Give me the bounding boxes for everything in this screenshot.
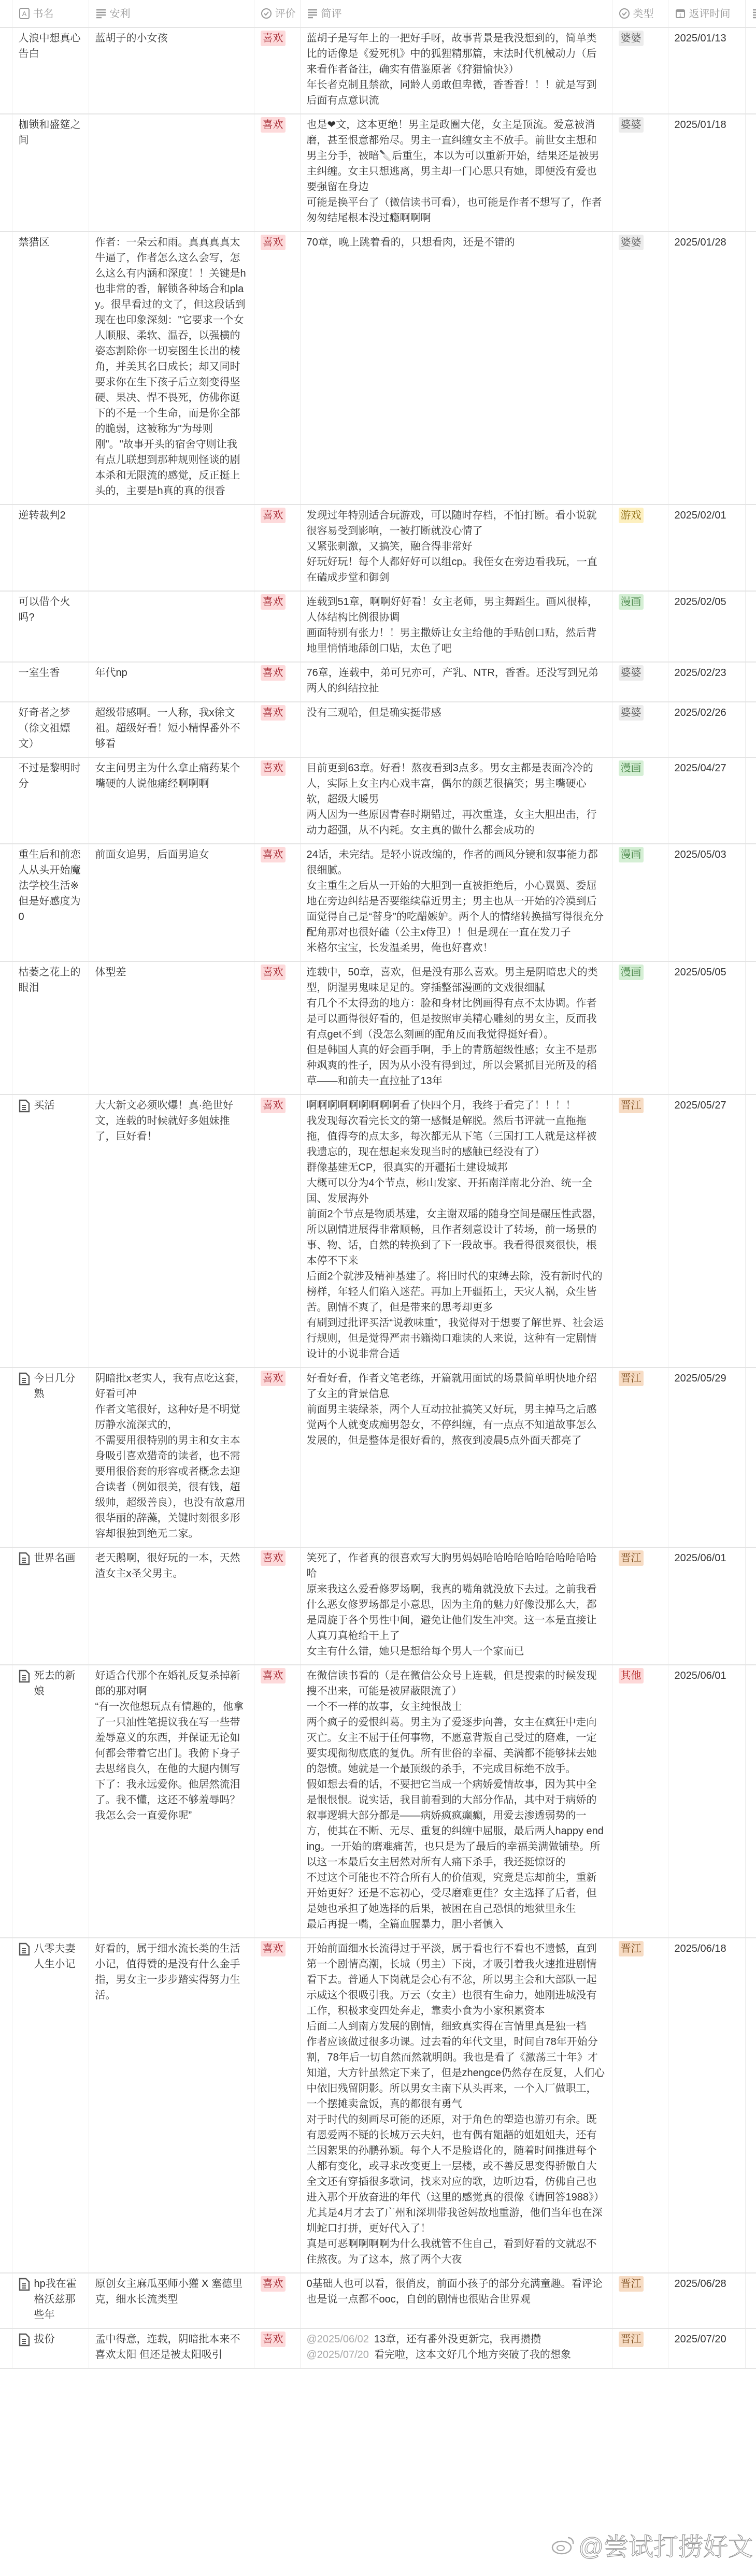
cell-date[interactable] (668, 1938, 745, 2273)
review-text: 0基础人也可以看，很俏皮，前面小孩子的部分充满童趣。看评论也是说一点都不ooc，自创的剧情也很贴合世界观 (306, 2278, 603, 2305)
book-title: 拔份 (34, 2334, 55, 2345)
cell-rating[interactable] (254, 1368, 300, 1547)
cell-title[interactable] (12, 505, 89, 591)
row-gutter-header (0, 0, 12, 27)
table-row[interactable] (0, 1938, 756, 2273)
review-date: 2025/02/23 (674, 667, 726, 679)
review-date: 2025/05/29 (674, 1373, 726, 1384)
cell-rating[interactable] (254, 2273, 300, 2328)
cell-date[interactable] (668, 844, 745, 961)
cell-recommend[interactable] (89, 757, 254, 844)
rating-tag: 喜欢 (261, 1941, 286, 1956)
recommend-text: 蓝胡子的小女孩 (95, 33, 168, 44)
column-header-title-label: 书名 (33, 8, 54, 20)
cell-review[interactable] (300, 844, 612, 961)
cell-rating[interactable] (254, 702, 300, 757)
review-text: 目前更到63章。好看！熬夜看到3点多。男女主都是表面冷冷的人，实际上女主内心戏丰富，偶尔的颜艺很搞笑；男主嘴硬心软，超级大暖男 两人因为一些原因青春时期错过，再次重逢，女主大胆出击，行动力超强，从不内耗。女主真的做什么都会成功的 (306, 762, 597, 836)
review-text: 76章，连载中，弟可兄亦可，产乳、NTR，香香。还没写到兄弟两人的纠结拉扯 (306, 667, 598, 694)
table-row[interactable] (0, 232, 756, 505)
book-title: 人浪中想真心告白 (18, 33, 81, 60)
cell-type[interactable] (612, 1095, 668, 1368)
cell-recommend[interactable] (89, 591, 254, 662)
book-title: 禁猎区 (18, 237, 50, 248)
cell-review[interactable] (300, 1665, 612, 1938)
cell-title[interactable] (12, 1547, 89, 1665)
review-text: 在微信读书看的（是在微信公众号上连载，但是搜索的时候发现搜不出来，可能是被屏蔽限流了） 一个不一样的故事，女主纯恨战士 两个疯子的爱恨纠葛。男主为了爱逐步向善，女主在疯狂中走向灭亡。女主不屈于任何事物，不愿意背叛自己受过的磨难，一定要实现彻彻底底的复仇。所有世俗的幸福、美满都不能够抹去她的怨愤。她就是一个最顶级的杀手，不完成目标绝不放手。 假如想去看的话，不要把它当成一个病娇爱情故事，因为其中全是恨恨恨。说实话，我目前看到的大部分作品，其中对于病娇的叙事逻辑大部分都是——病娇疯疯癫癫，用爱去渗透弱势的一方，使其在不断、无尽、重复的纠缠中屈服，最后两人happy ending。一开始的磨难痛苦，也只是为了最后的幸福美满做铺垫。所以这一本最后女主居然对所有人痛下杀手，我还挺惊讶的 不过这个可能也不符合所有人的价值观，究竟是忘却前尘，重新开始更好？还是不忘初心，受尽磨难更佳？女主选择了后者，但是她也承担了她选择的后果，被困在自己恐惧的地狱里永生 最后再提一嘴，全篇血腥暴力，胆小者慎入 (306, 1670, 604, 1930)
review-date: 2025/06/18 (674, 1943, 726, 1954)
cell-title[interactable] (12, 844, 89, 961)
cell-rating[interactable] (254, 961, 300, 1095)
cell-title[interactable] (12, 1095, 89, 1368)
rating-tag: 喜欢 (261, 2276, 286, 2292)
rating-tag: 喜欢 (261, 1098, 286, 1113)
column-header-type-label: 类型 (633, 8, 654, 20)
book-title: 八零夫妻人生小记 (34, 1943, 76, 1970)
cell-extra[interactable] (745, 1095, 756, 1368)
type-tag: 漫画 (619, 594, 644, 610)
type-tag: 游戏 (619, 508, 644, 523)
cell-review[interactable] (300, 2328, 612, 2368)
cell-title[interactable] (12, 961, 89, 1095)
recommend-text: 前面女追男，后面男追女 (95, 849, 209, 860)
rating-tag: 喜欢 (261, 965, 286, 980)
document-icon (19, 1552, 30, 1565)
table-row[interactable] (0, 2273, 756, 2328)
cell-extra[interactable] (745, 2273, 756, 2328)
row-gutter[interactable] (0, 505, 12, 591)
cell-recommend[interactable] (89, 2328, 254, 2368)
cell-title[interactable] (12, 591, 89, 662)
review-text: 笑死了，作者真的很喜欢写大胸男妈妈哈哈哈哈哈哈哈哈哈哈哈哈 原来我这么爱看修罗场啊，我真的嘴角就没放下去过。之前我看什么恶女修罗场都是小意思，因为主角的魅力好像没那么大，都是周旋于各个男性中间，避免让他们发生冲突。这一本是直接让人真刀真枪给干上了 女主有什么错，她只是想给每个男人一个家而已 (306, 1552, 597, 1657)
type-tag: 晋江 (619, 1941, 644, 1956)
review-text: 好看好看，作者文笔老练，开篇就用面试的场景简单明快地介绍了女主的背景信息 前面男主装绿茶，两个人互动拉扯搞笑又好玩，男主掉马之后感觉两个人就变成痴男怨女，不停纠缠，有一点点不知道故事怎么发展的，但是整体是很好看的，熬夜到凌晨5点外面天都亮了 (306, 1373, 597, 1446)
cell-title[interactable] (12, 1368, 89, 1547)
table-row[interactable] (0, 1665, 756, 1938)
table-row[interactable] (0, 844, 756, 961)
recommend-text: 年代np (95, 667, 127, 679)
type-tag: 漫画 (619, 847, 644, 862)
review-date: 2025/06/01 (674, 1552, 726, 1564)
cell-type[interactable] (612, 961, 668, 1095)
review-date: 2025/07/20 (674, 2334, 726, 2345)
recommend-text: 超级带感啊。一人称，我x徐文祖。超级好看！短小精悍番外不够看 (95, 707, 240, 750)
cell-type[interactable] (612, 591, 668, 662)
cell-recommend[interactable] (89, 2273, 254, 2328)
review-date: 2025/01/18 (674, 119, 726, 131)
review-entry-text: 13章，还有番外没更新完，我再攒攒 (374, 2334, 541, 2345)
rating-tag: 喜欢 (261, 1371, 286, 1386)
cell-review[interactable] (300, 2273, 612, 2328)
table-row[interactable] (0, 591, 756, 662)
book-title: 可以借个火吗? (18, 596, 70, 623)
cell-extra[interactable] (745, 702, 756, 757)
cell-title[interactable] (12, 27, 89, 114)
document-icon (19, 1670, 30, 1683)
rating-tag: 喜欢 (261, 760, 286, 776)
cell-extra[interactable] (745, 1938, 756, 2273)
cell-rating[interactable] (254, 1665, 300, 1938)
cell-type[interactable] (612, 114, 668, 232)
book-title: 枷锁和盛筵之间 (18, 119, 81, 146)
svg-text:1: 1 (679, 13, 681, 18)
cell-extra[interactable] (745, 1665, 756, 1938)
book-title: 买活 (34, 1100, 55, 1111)
cell-extra[interactable] (745, 2328, 756, 2368)
type-tag: 漫画 (619, 965, 644, 980)
calendar-icon (675, 8, 686, 19)
recommend-text: 老天鹅啊，很好玩的一本，天然渣女主x圣父男主。 (95, 1552, 240, 1579)
cell-rating[interactable] (254, 2328, 300, 2368)
document-icon (19, 1372, 30, 1386)
watermark-text: @尝试打捞好文 (578, 2534, 753, 2561)
review-date: 2025/01/13 (674, 33, 726, 44)
review-text: 24话，未完结。是轻小说改编的，作者的画风分镜和叙事能力都很细腻。 女主重生之后从一开始的大胆到一直被拒绝后，小心翼翼、委屈地在旁边纠结是否要继续靠近男主；男主也从一开始的冷漠到后面觉得自己是“替身”的吃醋嫉妒。两个人的情绪转换描写得很充分 配角那对也很好磕（公主x侍卫）！但是现在一直在发刀子 米格尔宝宝，长发温柔男，俺也好喜欢！ (306, 849, 604, 954)
cell-review[interactable] (300, 591, 612, 662)
cell-type[interactable] (612, 757, 668, 844)
cell-date[interactable] (668, 662, 745, 702)
recommend-text: 好看的，属于细水流长类的生活小记，值得赞的是没有什么金手指，男女主一步步踏实得努力生活。 (95, 1943, 240, 2001)
cell-recommend[interactable] (89, 662, 254, 702)
cell-rating[interactable] (254, 757, 300, 844)
cell-type[interactable] (612, 505, 668, 591)
row-gutter[interactable] (0, 1095, 12, 1368)
book-title: 死去的新娘 (34, 1670, 76, 1697)
table-row[interactable] (0, 505, 756, 591)
weibo-watermark (551, 2527, 753, 2563)
table-row[interactable] (0, 27, 756, 114)
column-header-title[interactable] (12, 0, 89, 27)
column-header-review-label: 简评 (321, 8, 342, 20)
document-icon (19, 2278, 30, 2291)
table-row[interactable] (0, 1095, 756, 1368)
review-date: 2025/06/28 (674, 2278, 726, 2290)
cell-date[interactable] (668, 1368, 745, 1547)
long-text-icon (307, 8, 318, 19)
cell-date[interactable] (668, 1665, 745, 1938)
rating-tag: 喜欢 (261, 508, 286, 523)
cell-extra[interactable] (745, 757, 756, 844)
recommend-text: 原创女主麻瓜巫师小獾 X 塞德里克，细水长流类型 (95, 2278, 243, 2305)
rating-tag: 喜欢 (261, 594, 286, 610)
row-gutter[interactable] (0, 844, 12, 961)
cell-extra[interactable] (745, 27, 756, 114)
cell-rating[interactable] (254, 1547, 300, 1665)
rating-tag: 喜欢 (261, 665, 286, 681)
document-icon (19, 1942, 30, 1956)
cell-date[interactable] (668, 2328, 745, 2368)
review-date: 2025/05/27 (674, 1100, 726, 1111)
cell-recommend[interactable] (89, 232, 254, 505)
review-text: 连载到51章，啊啊好好看！女主老师，男主舞蹈生。画风很棒，人体结构比例很协调 画面特别有张力！！男主撒娇让女主给他的手贴创口贴，然后背地里悄悄地舔创口贴，太色了吧 (306, 596, 598, 654)
cell-recommend[interactable] (89, 702, 254, 757)
column-header-type[interactable] (612, 0, 668, 27)
document-icon (19, 2333, 30, 2347)
type-tag: 晋江 (619, 2276, 644, 2292)
column-header-rating[interactable] (254, 0, 300, 27)
rating-tag: 喜欢 (261, 1550, 286, 1566)
cell-rating[interactable] (254, 844, 300, 961)
cell-date[interactable] (668, 232, 745, 505)
cell-type[interactable] (612, 844, 668, 961)
book-title: 枯萎之花上的眼泪 (18, 967, 81, 994)
cell-extra[interactable] (745, 505, 756, 591)
text-field-icon (19, 8, 30, 19)
column-header-rating-label: 评价 (275, 8, 296, 20)
cell-review[interactable] (300, 1095, 612, 1368)
weibo-logo-icon (551, 2535, 575, 2555)
cell-title[interactable] (12, 1665, 89, 1938)
cell-date[interactable] (668, 27, 745, 114)
row-gutter[interactable] (0, 702, 12, 757)
row-gutter[interactable] (0, 2328, 12, 2368)
cell-recommend[interactable] (89, 1368, 254, 1547)
column-header-date-label: 返评时间 (689, 8, 731, 20)
type-tag: 婆婆 (619, 235, 644, 250)
row-gutter[interactable] (0, 961, 12, 1095)
rating-tag: 喜欢 (261, 117, 286, 133)
type-tag: 晋江 (619, 1371, 644, 1386)
review-date: 2025/01/28 (674, 237, 726, 248)
book-title: 不过是黎明时分 (18, 762, 81, 789)
review-text: 连载中，50章，喜欢，但是没有那么喜欢。男主是阴暗忠犬的类型，阴湿男鬼味足足的。穿插整部漫画的文戏很细腻 有几个不太得劲的地方：脸和身材比例画得有点不太协调。作者是可以画得很好看的，但是按照审美精心雕刻的男女主，反而我有点get不到（没怎么刻画的配角反而我觉得挺好看）。 但是韩国人真的好会画手啊，手上的青筋超级性感；女主不是那种飒爽的性子，因为从小没有得到过，所以会紧抓目光所及的稻草——和前夫一直拉扯了13年 (306, 967, 598, 1087)
book-title: 逆转裁判2 (18, 510, 66, 521)
table-row[interactable] (0, 961, 756, 1095)
recommend-text: 大大新文必须吹爆！真·绝世好文，连载的时候就好多姐妹推了，巨好看！ (95, 1100, 234, 1142)
book-title: 今日几分熟 (34, 1373, 76, 1400)
cell-date[interactable] (668, 1547, 745, 1665)
cell-recommend[interactable] (89, 844, 254, 961)
row-gutter[interactable] (0, 232, 12, 505)
cell-rating[interactable] (254, 662, 300, 702)
cell-review[interactable] (300, 1547, 612, 1665)
cell-recommend[interactable] (89, 114, 254, 232)
book-title: 世界名画 (34, 1552, 76, 1564)
review-text: 也是❤文，这本更绝！男主是政圈大佬，女主是顶流。爱意被消磨，甚至恨意都殆尽。男主一直纠缠女主不放手。前世女主想和男主分手，被暗🔪后重生，本以为可以重新开始，结果还是被男主纠缠。女主只想逃离，男主却一门心思只有她，即便没有爱也要强留在身边 可能是换平台了（微信读书可看），也可能是作者不想写了，作者匆匆结尾根本没过瘾啊啊啊 (306, 119, 602, 224)
cell-recommend[interactable] (89, 1095, 254, 1368)
table-row[interactable] (0, 1547, 756, 1665)
single-select-icon (261, 8, 272, 19)
cell-rating[interactable] (254, 1095, 300, 1368)
column-header-recommend-label: 安利 (109, 8, 131, 20)
row-gutter[interactable] (0, 1547, 12, 1665)
book-title: 好奇者之梦（徐文祖嫖文） (18, 707, 70, 750)
review-date: 2025/02/26 (674, 707, 726, 718)
column-header-more[interactable] (745, 0, 756, 27)
single-select-icon (619, 8, 630, 19)
cell-review[interactable] (300, 505, 612, 591)
row-gutter[interactable] (0, 27, 12, 114)
rating-tag: 喜欢 (261, 235, 286, 250)
type-tag: 其他 (619, 1668, 644, 1683)
book-title: 重生后和前恋人从头开始魔法学校生活※但是好感度为0 (18, 849, 81, 923)
recommend-text: 好适合代那个在婚礼反复杀掉新郎的那对啊 “有一次他想玩点有情趣的，他拿了一只油性笔提议我在写一些带羞辱意义的东西，并保证无论如何都会带着它出门。我俯下身子去思绪良久，在他的大腿内侧写下了：我永远爱你。他居然流泪了。我不懂，这还不够羞辱吗？我怎么会一直爱你呢” (95, 1670, 244, 1821)
cell-date[interactable] (668, 757, 745, 844)
row-gutter[interactable] (0, 757, 12, 844)
svg-text:A: A (22, 10, 26, 18)
cell-rating[interactable] (254, 114, 300, 232)
review-text: 发现过年特别适合玩游戏，可以随时存档，不怕打断。看小说就很容易受到影响，一被打断就没心情了 又紧张刺激，又搞笑，融合得非常好 好玩好玩！每个人都好好可以组cp。我侄女在旁边看我玩，一直在磕成步堂和御剑 (306, 510, 597, 583)
book-title: hp我在霍格沃兹那些年 (34, 2278, 77, 2321)
cell-rating[interactable] (254, 1938, 300, 2273)
cell-date[interactable] (668, 591, 745, 662)
cell-review[interactable] (300, 1368, 612, 1547)
cell-review[interactable] (300, 662, 612, 702)
review-entry-date: @2025/07/20 (306, 2349, 369, 2361)
cell-extra[interactable] (745, 662, 756, 702)
cell-extra[interactable] (745, 1368, 756, 1547)
review-entry (307, 2332, 606, 2347)
type-tag: 晋江 (619, 1098, 644, 1113)
cell-review[interactable] (300, 961, 612, 1095)
type-tag: 晋江 (619, 2332, 644, 2347)
cell-recommend[interactable] (89, 961, 254, 1095)
type-tag: 婆婆 (619, 665, 644, 681)
rating-tag: 喜欢 (261, 2332, 286, 2347)
column-header-review[interactable] (300, 0, 612, 27)
cell-recommend[interactable] (89, 27, 254, 114)
cell-rating[interactable] (254, 591, 300, 662)
cell-type[interactable] (612, 27, 668, 114)
row-gutter[interactable] (0, 1368, 12, 1547)
row-gutter[interactable] (0, 114, 12, 232)
row-gutter[interactable] (0, 591, 12, 662)
cell-title[interactable] (12, 114, 89, 232)
review-date: 2025/02/05 (674, 596, 726, 608)
cell-review[interactable] (300, 27, 612, 114)
cell-recommend[interactable] (89, 1665, 254, 1938)
cell-recommend[interactable] (89, 1547, 254, 1665)
recommend-text: 女主问男主为什么拿止痛药某个嘴硬的人说他痛经啊啊啊 (95, 762, 240, 789)
review-entry-date: @2025/06/02 (306, 2334, 369, 2345)
row-gutter[interactable] (0, 2273, 12, 2328)
cell-title[interactable] (12, 2273, 89, 2328)
rating-tag: 喜欢 (261, 847, 286, 862)
long-text-icon (95, 8, 107, 19)
cell-type[interactable] (612, 2273, 668, 2328)
table-row[interactable] (0, 2328, 756, 2368)
cell-rating[interactable] (254, 505, 300, 591)
cell-title[interactable] (12, 757, 89, 844)
cell-type[interactable] (612, 1665, 668, 1938)
cell-extra[interactable] (745, 1547, 756, 1665)
cell-type[interactable] (612, 2328, 668, 2368)
cell-date[interactable] (668, 2273, 745, 2328)
cell-type[interactable] (612, 1368, 668, 1547)
review-text: 蓝胡子是写年上的一把好手呀，故事背景是我没想到的，简单类比的话像是《爱死机》中的狐狸精那篇，末法时代机械动力（后来看作者备注，确实有借鉴原著《狩猎愉快》） 年长者克制且禁欲，同龄人勇敢但卑微，香香香！！！就是写到后面有点意识流 (306, 33, 597, 106)
cell-review[interactable] (300, 232, 612, 505)
rating-tag: 喜欢 (261, 1668, 286, 1683)
cell-extra[interactable] (745, 961, 756, 1095)
cell-title[interactable] (12, 702, 89, 757)
cell-review[interactable] (300, 1938, 612, 2273)
review-date: 2025/05/03 (674, 849, 726, 860)
cell-date[interactable] (668, 114, 745, 232)
type-tag: 婆婆 (619, 117, 644, 133)
review-date: 2025/02/01 (674, 510, 726, 521)
row-gutter[interactable] (0, 1938, 12, 2273)
cell-extra[interactable] (745, 844, 756, 961)
cell-review[interactable] (300, 702, 612, 757)
column-header-recommend[interactable] (89, 0, 254, 27)
cell-review[interactable] (300, 757, 612, 844)
type-tag: 晋江 (619, 1550, 644, 1566)
cell-date[interactable] (668, 505, 745, 591)
column-header-date[interactable] (668, 0, 745, 27)
cell-type[interactable] (612, 232, 668, 505)
cell-extra[interactable] (745, 114, 756, 232)
cell-recommend[interactable] (89, 505, 254, 591)
cell-type[interactable] (612, 702, 668, 757)
cell-date[interactable] (668, 961, 745, 1095)
table-row[interactable] (0, 1368, 756, 1547)
table-row[interactable] (0, 702, 756, 757)
type-tag: 漫画 (619, 760, 644, 776)
cell-review[interactable] (300, 114, 612, 232)
cell-extra[interactable] (745, 591, 756, 662)
recommend-text: 体型差 (95, 967, 126, 978)
type-tag: 婆婆 (619, 31, 644, 46)
rating-tag: 喜欢 (261, 31, 286, 46)
cell-type[interactable] (612, 662, 668, 702)
table-row[interactable] (0, 662, 756, 702)
cell-recommend[interactable] (89, 1938, 254, 2273)
cell-rating[interactable] (254, 232, 300, 505)
review-entry (307, 2347, 606, 2363)
recommend-text: 作者：一朵云和雨。真真真真太牛逼了，作者怎么这么会写，怎么这么有内涵和深度！！关键是h也非常的香，解锁各种场合和play。很早看过的文了，但这段话到现在也印象深刻："它要求一个女人顺服、柔软、温吞，以强横的姿态割除你一切妄图生长出的棱角，并美其名曰成长；却又同时要求你在生下孩子后立刻变得坚硬、果决、悍不畏死，仿佛你诞下的不是一个生命，而是你全部的脆弱，这被称为"为母则刚"。"故事开头的宿舍守则让我有点儿联想到那种规则怪谈的剧本杀和无限流的感觉，反正挺上头的，主要是h真的真的很香 (95, 237, 246, 497)
cell-title[interactable] (12, 1938, 89, 2273)
review-text: 没有三观哈，但是确实挺带感 (306, 707, 441, 718)
cell-type[interactable] (612, 1938, 668, 2273)
review-date: 2025/05/05 (674, 967, 726, 978)
cell-date[interactable] (668, 1095, 745, 1368)
recommend-text: 阴暗批x老实人，我有点吃这套，好看可冲 作者文笔很好，这种好是不明觉厉静水流深式的， 不需要用很特别的男主和女主本身吸引喜欢猎奇的读者，也不需要用很俗套的形容或者概念去迎合读者（例如很美，很有钱，超级帅，超级善良），也没有故意用很华丽的辞藻，关键时刻很多形容却很独到绝无二家。 (95, 1373, 246, 1539)
recommend-text: 孟中得意，连载，阴暗批本来不喜欢太阳 但还是被太阳吸引 (95, 2334, 240, 2361)
book-title: 一室生香 (18, 667, 60, 679)
table-row[interactable] (0, 757, 756, 844)
row-gutter[interactable] (0, 662, 12, 702)
cell-title[interactable] (12, 662, 89, 702)
table-row[interactable] (0, 114, 756, 232)
rating-tag: 喜欢 (261, 705, 286, 721)
header-row (0, 0, 756, 27)
cell-date[interactable] (668, 702, 745, 757)
type-tag: 婆婆 (619, 705, 644, 721)
cell-title[interactable] (12, 2328, 89, 2368)
review-text: 70章，晚上跳着看的，只想看肉，还是不错的 (306, 237, 515, 248)
cell-type[interactable] (612, 1547, 668, 1665)
long-text-icon (752, 8, 756, 19)
row-gutter[interactable] (0, 1665, 12, 1938)
review-text: 开始前面细水长流得过于平淡，属于看也行不看也不遗憾，直到第一个剧情高潮，长城（男主）下岗，才吸引着我火速推进剧情看下去。普通人下岗就是会心有不忿，所以男主会和大部队一起示威这个很吸引我。万云（女主）也很有生命力，她刚进城没有工作，积极求变四处奔走，靠卖小食为小家积累资本 后面二人到南方发展的剧情，细致真实得在言情里真是独一档 作者应该做过很多功课。过去看的年代文里，时间自78年开始分割，78年后一切自然而然就明朗。我也是看了《激荡三十年》才知道，大方针虽然定下来了，但是zhengce仍然存在反复，人们心中依旧残留阴影。所以男女主南下从头再来，一个入厂做职工，一个摆摊卖盒饭，真的都很有勇气 对于时代的刻画尽可能的还原，对于角色的塑造也游刃有余。既有恩爱两不疑的长城万云夫妇，也有偶有龃龉的姐姐姐夫，还有兰因絮果的孙鹏孙颖。每个人不是脸谱化的，随着时间推进每个人都有变化，或寻求改变更上一层楼，或不善反思变得骄傲自大 全文还有穿插很多歌词，找来对应的歌，边听边看，仿佛自己也进入那个开放奋进的年代（这里的感觉真的很像《请回答1988》）尤其是4月才去了广州和深圳带我爸妈故地重游，他们当年也在深圳蛇口打拼，更好代入了！ 真是可恶啊啊啊啊为什么我就管不住自己，看到好看的文就忍不住熬夜。为了这本，熬了两个大夜 (306, 1943, 605, 2265)
cell-title[interactable] (12, 232, 89, 505)
review-text: 啊啊啊啊啊啊啊啊啊看了快四个月，我终于看完了！！！！ 我发现每次看完长文的第一感慨是解脱。然后书评就一直拖拖拖，值得夸的点太多，每次都无从下笔（三国打工人就是这样被我遗忘的，现在想起来发现当时的感触已经没有了） 群像基建无CP，很真实的开疆拓土建设城邦 大概可以分为4个节点，彬山发家、开拓南洋南北分治、统一全国、发展海外 前面2个节点是物质基建，女主谢双瑶的随身空间是碾压性武器，所以剧情进展得非常顺畅，且作者刻意设计了转场，前一场景的事、物、话，自然的转换到了下一段故事。我看得很爽很快，根本停不下来 后面2个就涉及精神基建了。将旧时代的束缚去除，没有新时代的榜样，年轻人们陷入迷茫。再加上开疆拓土，天灾人祸，众生皆苦。剧情不爽了，但是带来的思考却更多 有刷到过批评买活“说教味重”，我觉得对于想要了解世界、社会运行规则，但是觉得严肃书籍拗口难读的人来说，这种有一定剧情设计的小说非常合适 (306, 1100, 604, 1360)
review-date: 2025/06/01 (674, 1670, 726, 1681)
review-date: 2025/04/27 (674, 762, 726, 774)
document-icon (19, 1099, 30, 1113)
review-entry-text: 看完啦，这本文好几个地方突破了我的想象 (374, 2349, 571, 2361)
cell-rating[interactable] (254, 27, 300, 114)
cell-extra[interactable] (745, 232, 756, 505)
